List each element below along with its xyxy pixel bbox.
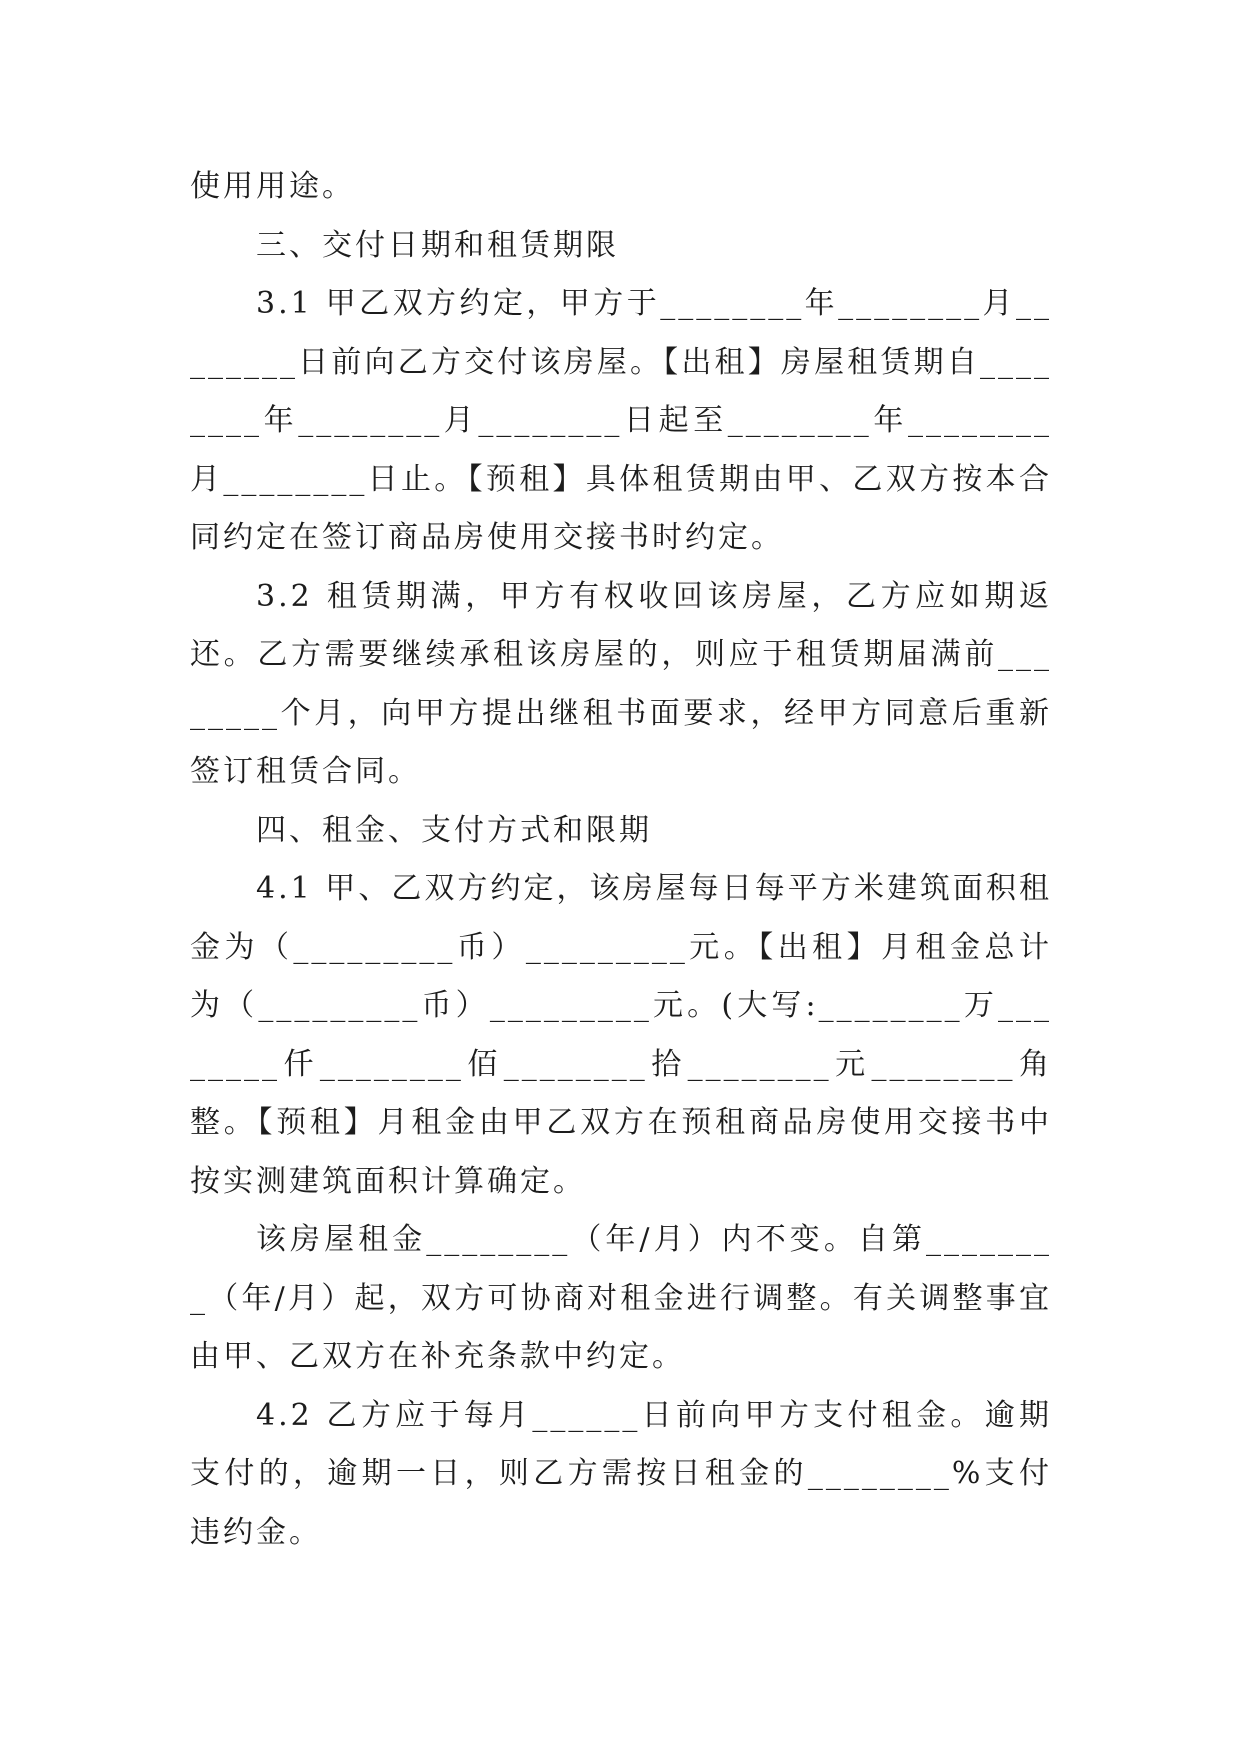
rent-adjustment-paragraph: 该房屋租金________（年/月）内不变。自第________（年/月）起，双方可协商对租金进行调整。有关调整事宜由甲、乙双方在补充条款中约定。 (190, 1222, 1052, 1374)
section-3-heading: 三、交付日期和租赁期限 (256, 227, 619, 263)
document-body (190, 158, 1052, 1562)
section-4-heading: 四、租金、支付方式和限期 (256, 812, 652, 848)
paragraph-usage-end: 使用用途。 (190, 169, 355, 204)
clause-4-2: 4.2 乙方应于每月______日前向甲方支付租金。逾期支付的，逾期一日，则乙方需按日租金的________%支付违约金。 (190, 1397, 1052, 1550)
clause-4-1: 4.1 甲、乙双方约定，该房屋每日每平方米建筑面积租金为（_________币）_________元。【出租】月租金总计为（_________币）_________元。(大写:________万________仟________佰________拾________元________角整。【预租】月租金由甲乙双方在预租商品房使用交接书中按实测建筑面积计算确定。 (190, 871, 1052, 1199)
clause-3-1: 3.1 甲乙双方约定，甲方于________年________月________日前向乙方交付该房屋。【出租】房屋租赁期自________年________月________日起至________年________月________日止。【预租】具体租赁期由甲、乙双方按本合同约定在签订商品房使用交接书时约定。 (190, 286, 1052, 555)
clause-3-2: 3.2 租赁期满，甲方有权收回该房屋，乙方应如期返还。乙方需要继续承租该房屋的，则应于租赁期届满前________个月，向甲方提出继租书面要求，经甲方同意后重新签订租赁合同。 (190, 578, 1052, 789)
